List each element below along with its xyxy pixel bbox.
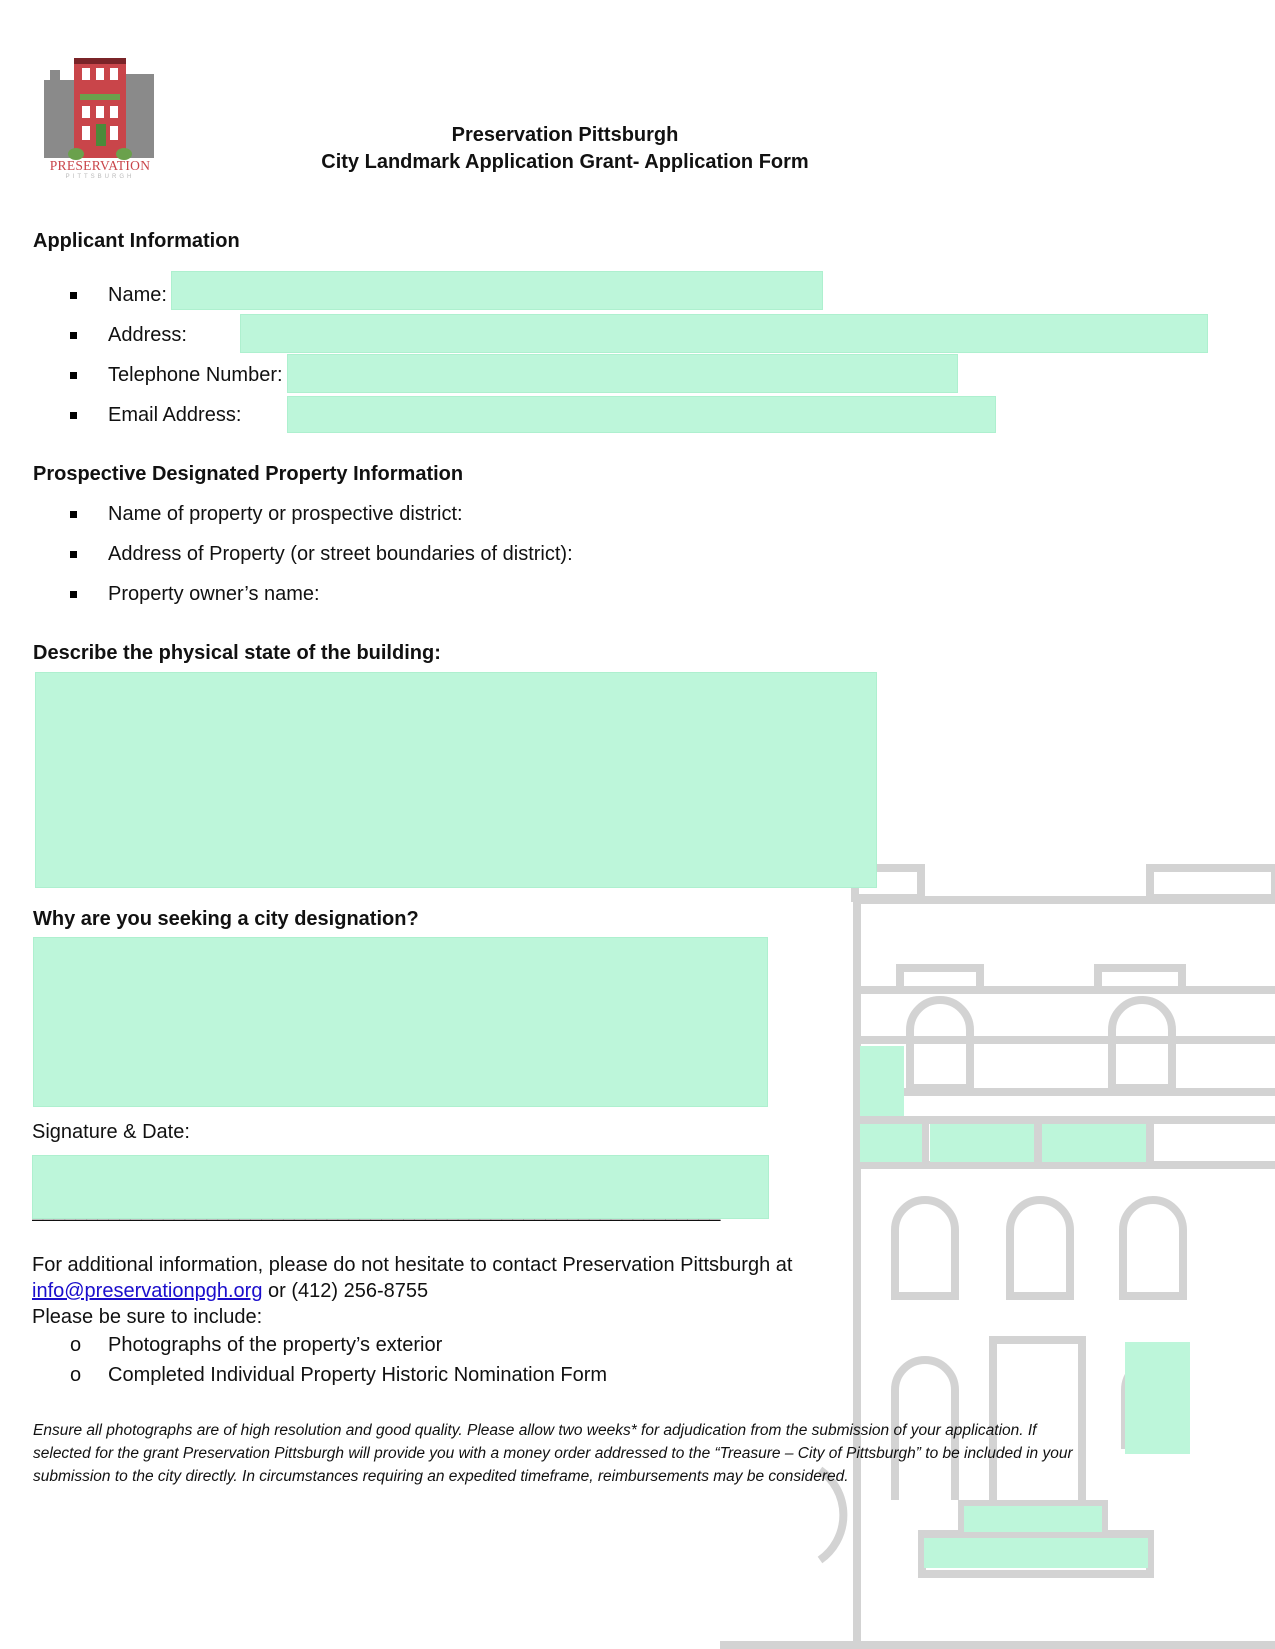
bullet-icon	[70, 551, 77, 558]
property-address-label: Address of Property (or street boundaries of district):	[108, 543, 573, 565]
bullet-icon	[70, 412, 77, 419]
contact-email-link[interactable]: info@preservationpgh.org	[32, 1280, 263, 1302]
page-title-org: Preservation Pittsburgh	[451, 124, 679, 146]
bullet-icon	[70, 332, 77, 339]
address-label: Address:	[108, 324, 187, 346]
property-item	[70, 543, 670, 567]
signature-label: Signature & Date:	[32, 1121, 190, 1143]
page-title-form: City Landmark Application Grant- Application Form	[321, 151, 809, 173]
email-field[interactable]	[287, 396, 996, 433]
bullet-icon	[70, 372, 77, 379]
phone-label: Telephone Number:	[108, 364, 283, 386]
property-item	[70, 583, 670, 607]
phone-row	[70, 364, 290, 388]
bullet-icon	[70, 511, 77, 518]
include-nomination-form: Completed Individual Property Historic Nomination Form	[108, 1364, 608, 1386]
property-name-label: Name of property or prospective district:	[108, 503, 463, 525]
property-heading: Prospective Designated Property Information	[33, 463, 464, 485]
physical-state-heading: Describe the physical state of the building:	[33, 642, 441, 664]
email-label: Email Address:	[108, 404, 242, 426]
circle-bullet-icon: o	[70, 1334, 82, 1356]
bullet-icon	[70, 292, 77, 299]
contact-text: For additional information, please do not hesitate to contact Preservation Pittsburgh at	[32, 1254, 793, 1276]
applicant-heading: Applicant Information	[33, 230, 240, 252]
bullet-icon	[70, 591, 77, 598]
designation-textarea[interactable]	[33, 937, 768, 1107]
physical-state-textarea[interactable]	[35, 672, 877, 888]
circle-bullet-icon: o	[70, 1364, 82, 1386]
contact-phone: or (412) 256-8755	[262, 1280, 429, 1302]
contact-line2	[32, 1280, 428, 1303]
property-item	[70, 503, 670, 527]
phone-field[interactable]	[287, 354, 958, 393]
name-row	[70, 284, 170, 308]
address-field[interactable]	[240, 314, 1208, 353]
name-field[interactable]	[171, 271, 823, 310]
footnote: Ensure all photographs are of high resolution and good quality. Please allow two weeks* for adjudication from the submission of your application. If selected for the grant Preservation Pittsburgh will provide you with a money order addressed to the “Treasure – City of Pittsburgh” to be included in your submission to the city directly. In circumstances requiring an expedited timeframe, reimbursements may be considered.	[33, 1422, 1073, 1485]
designation-heading: Why are you seeking a city designation?	[33, 908, 419, 930]
include-text: Please be sure to include:	[32, 1306, 263, 1328]
logo-subtext: PITTSBURGH	[65, 174, 135, 180]
address-row	[70, 324, 220, 348]
include-photos: Photographs of the property’s exterior	[108, 1334, 443, 1356]
property-owner-label: Property owner’s name:	[108, 583, 320, 605]
name-label: Name:	[108, 284, 167, 306]
signature-line: _______________________________________________________________	[32, 1200, 721, 1222]
email-row	[70, 404, 270, 428]
logo-wordmark: PRESERVATION	[49, 158, 151, 173]
